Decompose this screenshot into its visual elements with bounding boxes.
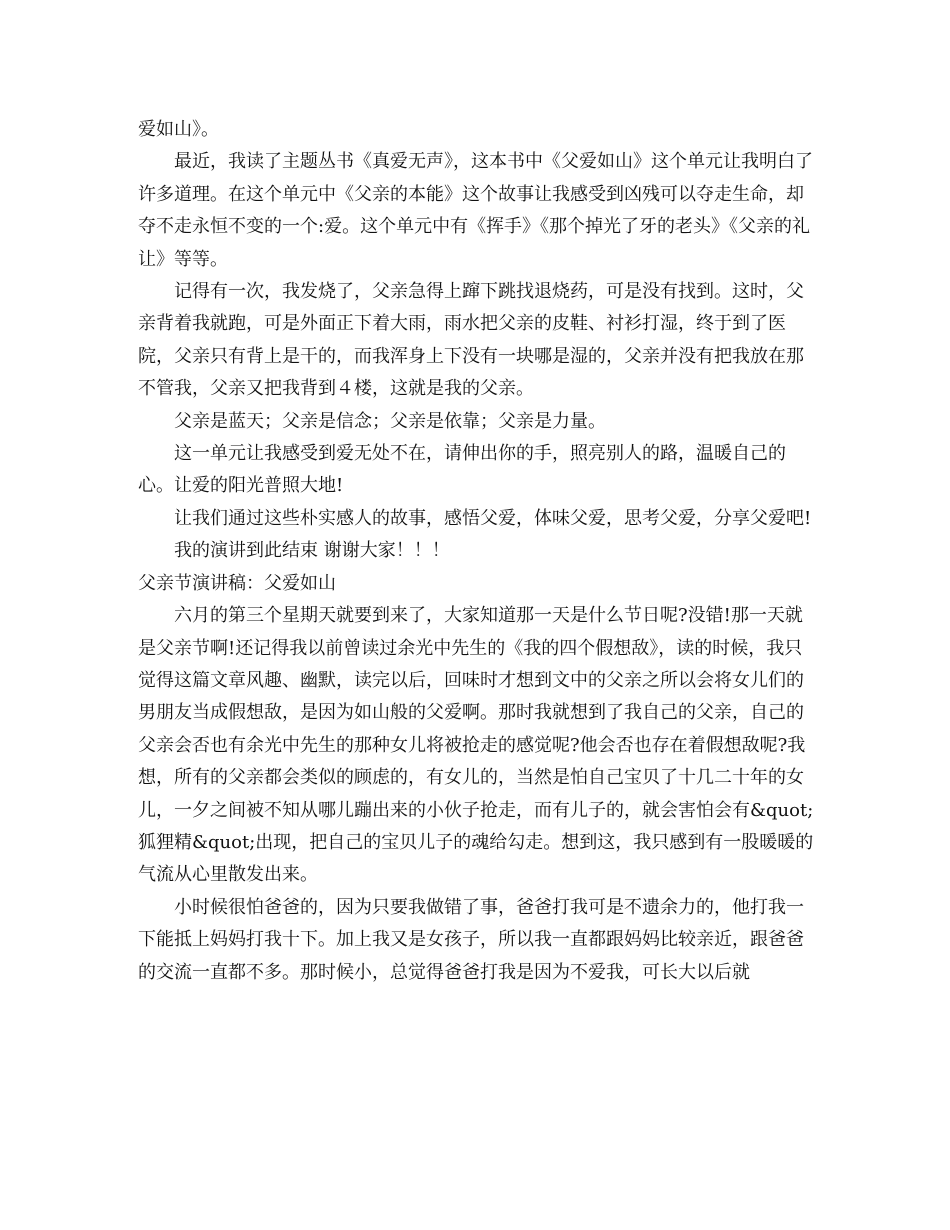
paragraph-closing: 我的演讲到此结束 谢谢大家！！！ [174, 540, 450, 562]
paragraph-love-everywhere: 这一单元让我感受到爱无处不在，请伸出你的手，照亮别人的路，温暖自己的心。让爱的阳光普照大地! [138, 443, 786, 497]
paragraph-fever-story: 记得有一次，我发烧了，父亲急得上蹿下跳找退烧药，可是没有找到。这时，父亲背着我就跑，可是外面正下着大雨，雨水把父亲的皮鞋、衬衫打湿，终于到了医院，父亲只有背上是干的，而我浑身上下没有一块哪是湿的，父亲并没有把我放在那不管我，父亲又把我背到４楼，这就是我的父亲。 [138, 281, 804, 400]
paragraph-childhood: 小时候很怕爸爸的，因为只要我做错了事，爸爸打我可是不遗余力的，他打我一下能抵上妈妈打我十下。加上我又是女孩子，所以我一直都跟妈妈比较亲近，跟爸爸的交流一直都不多。那时候小，总觉得爸爸打我是因为不爱我，可长大以后就 [138, 896, 804, 983]
paragraph-fathers-day: 六月的第三个星期天就要到来了，大家知道那一天是什么节日呢?没错!那一天就是父亲节啊!还记得我以前曾读过余光中先生的《我的四个假想敌》，读的时候，我只觉得这篇文章风趣、幽默，读完以后，回味时才想到文中的父亲之所以会将女儿们的男朋友当成假想敌，是因为如山般的父爱啊。那时我就想到了我自己的父亲，自己的父亲会否也有余光中先生的那种女儿将被抢走的感觉呢?他会否也存在着假想敌呢?我想，所有的父亲都会类似的顾虑的，有女儿的，当然是怕自己宝贝了十几二十年的女儿，一夕之间被不知从哪儿蹦出来的小伙子抢走，而有儿子的，就会害怕会有&quot;狐狸精&quot;出现，把自己的宝贝儿子的魂给勾走。想到这，我只感到有一股暖暖的气流从心里散发出来。 [138, 605, 814, 886]
paragraph-father-metaphors: 父亲是蓝天；父亲是信念；父亲是依靠；父亲是力量。 [174, 410, 606, 432]
paragraph-book-intro: 最近，我读了主题丛书《真爱无声》，这本书中《父爱如山》这个单元让我明白了许多道理。在这个单元中《父亲的本能》这个故事让我感受到凶残可以夺走生命，却夺不走永恒不变的一个:爱。这个单元中有《挥手》《那个掉光了牙的老头》《父亲的礼让》等等。 [138, 151, 813, 270]
paragraph-continuation: 爱如山》。 [138, 119, 219, 140]
section-title: 父亲节演讲稿：父爱如山 [138, 572, 336, 594]
document-body [138, 114, 818, 989]
paragraph-call-to-action: 让我们通过这些朴实感人的故事，感悟父爱，体味父爱，思考父爱，分享父爱吧! [174, 507, 812, 529]
